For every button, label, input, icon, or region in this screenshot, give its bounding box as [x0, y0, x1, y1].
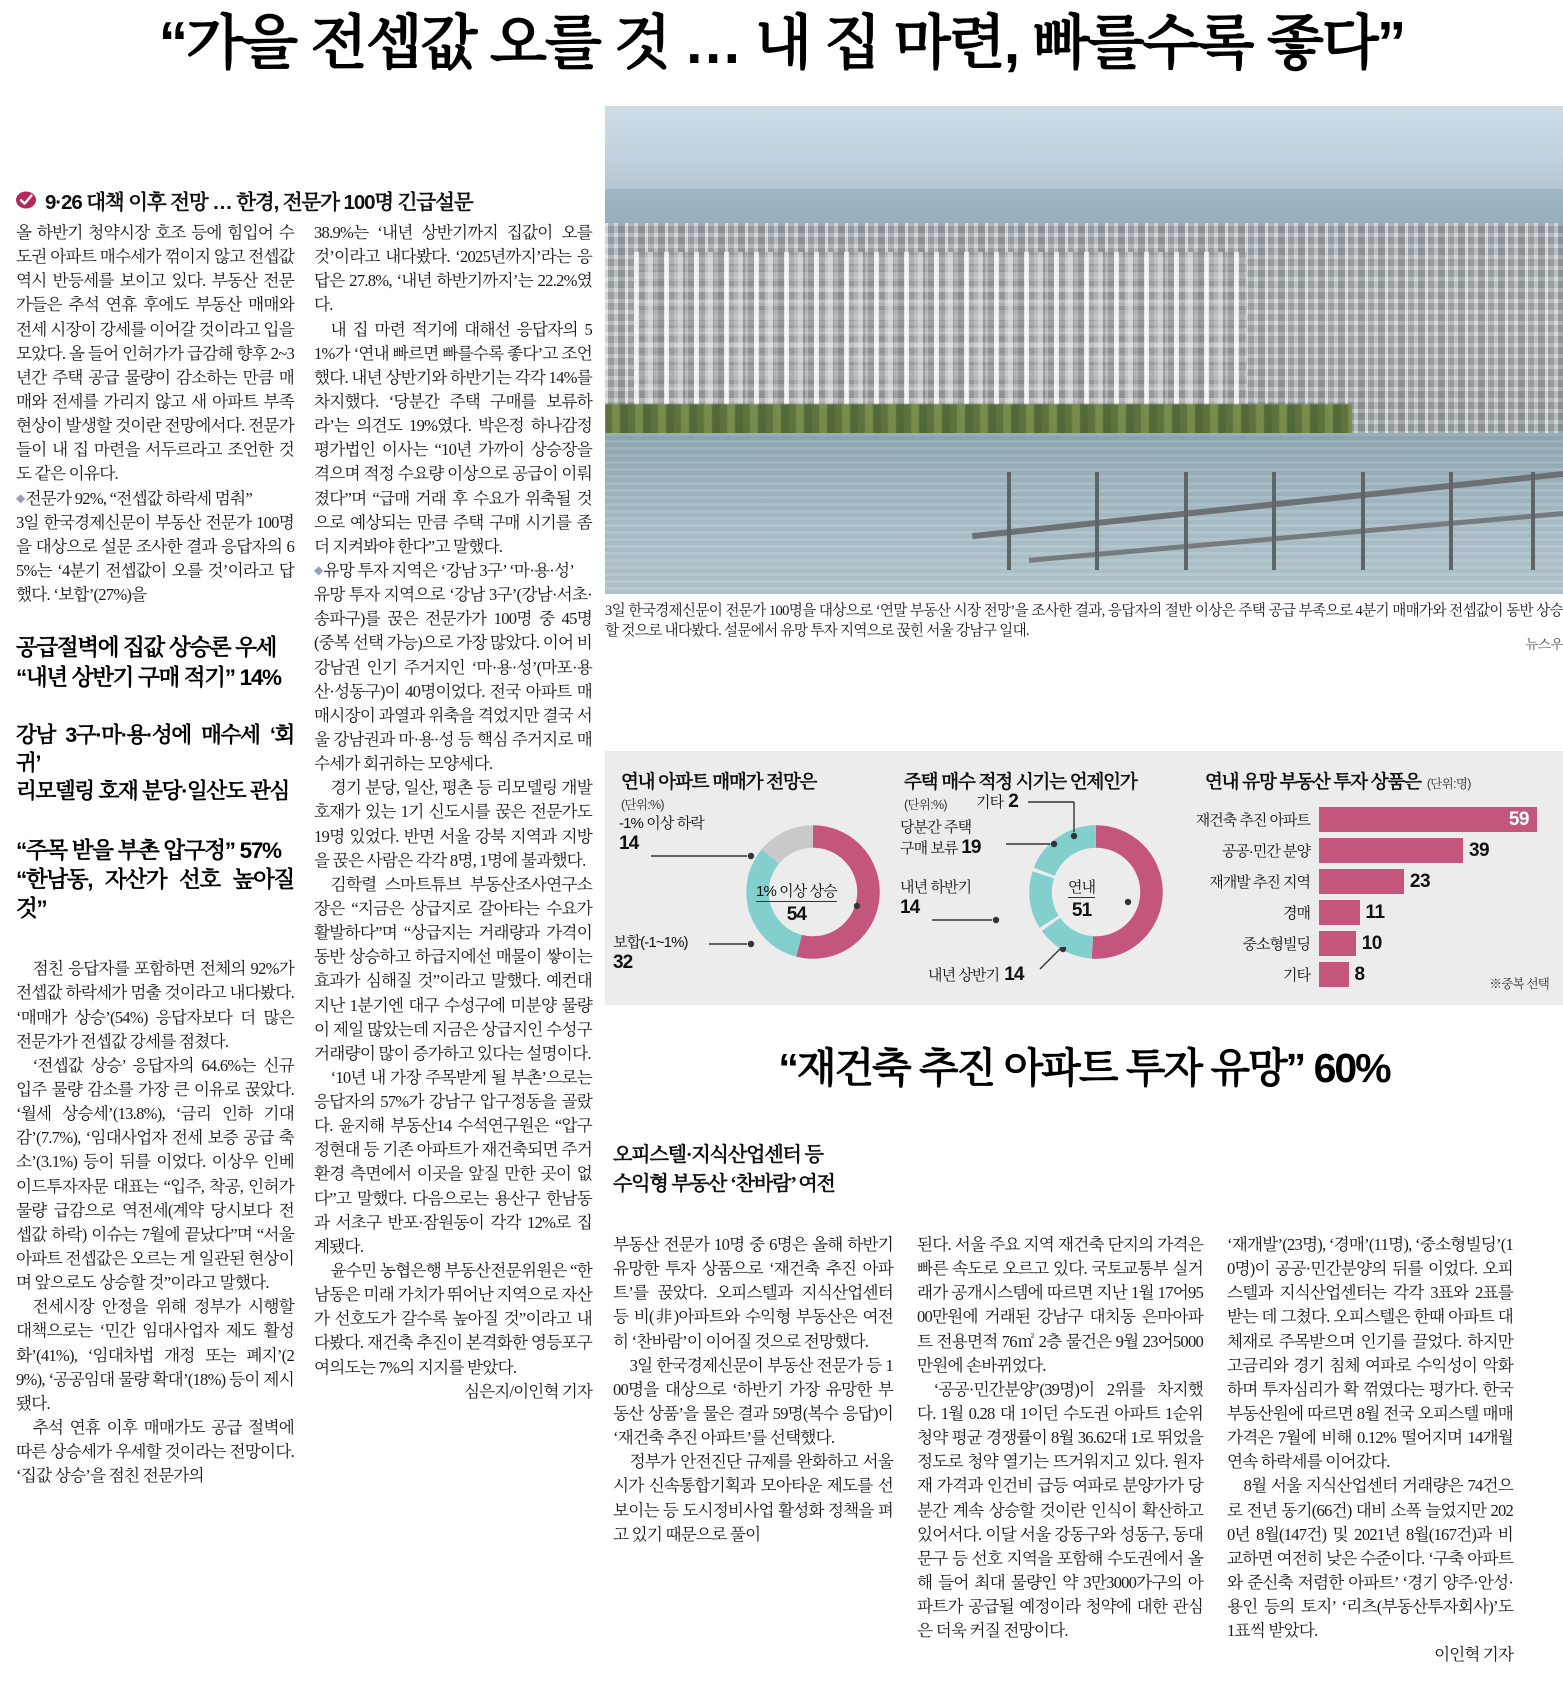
bar-fill	[1319, 838, 1463, 863]
chart-apartment-price-outlook	[605, 751, 888, 1005]
chart-1-label-decline	[619, 815, 704, 855]
paragraph-bullet	[314, 559, 592, 583]
chart-2-title: 주택 매수 적정 시기는 언제인가	[904, 771, 1137, 792]
bar-label: 중소형빌딩	[1242, 936, 1310, 953]
bar-row	[1171, 838, 1537, 863]
bullet-label: 전문가 92%, “전셉값 하락세 멈춰”	[25, 488, 252, 508]
paragraph: 점친 응답자를 포함하면 전체의 92%가 전셉값 하락세가 멈출 것이라고 내다봤다. ‘매매가 상승’(54%) 응답자보다 더 많은 전문가가 전셉값 강세를 점쳤다.	[16, 959, 294, 1051]
chart-2-label-other	[976, 791, 1018, 813]
paragraph: 경기 분당, 일산, 평촌 등 리모델링 개발 호재가 있는 1기 신도시를 꾽은 전문가도 19명 있었다. 반면 서울 강북 지역과 지방을 꾽은 사람은 각각 8명, 1명에 불과했다.	[314, 778, 592, 870]
bar-value: 8	[1354, 963, 1365, 985]
secondary-page-title: “재건축 추진 아파트 투자 유망” 60%	[778, 1045, 1390, 1091]
page-title: “가을 전셉값 오를 것 … 내 집 마련, 빠를수록 좋다”	[158, 10, 1405, 76]
bar-row	[1171, 931, 1537, 956]
bar-row	[1171, 869, 1537, 894]
chart-2-label-hold-value: 19	[961, 836, 981, 858]
chart-1-label-flat-text: 보합(-1~1%)	[613, 934, 688, 951]
chart-3-bars	[1171, 807, 1563, 993]
chart-1-label-flat	[613, 934, 688, 974]
lower-deck-line-2: 수익형 부동산 ‘찬바람’ 여전	[613, 1173, 835, 1195]
chart-3-note: ※중복 선택	[1489, 977, 1549, 991]
chart-1-unit: (단위:%)	[621, 798, 664, 812]
paragraph-bullet	[16, 487, 294, 511]
paragraph: 추석 연휴 이후 매매가도 공급 절벽에 따른 상승세가 우세할 것이라는 전망이다. ‘집값 상승’을 점친 전문가의	[16, 1417, 294, 1486]
chart-purchase-timing	[888, 751, 1171, 1005]
chart-2-leader-next-h1	[1038, 947, 1070, 973]
bar-label: 공공·민간 분양	[1221, 843, 1310, 860]
paragraph: ‘전셉값 상승’ 응답자의 64.6%는 신규 입주 물량 감소를 가장 큰 이유로 꾽았다. ‘월세 상승세’(13.8%), ‘금리 인하 기대감’(7.7%), ‘임대사업자 전세 보증 공급 축소’(3.1%) 등이 뒤를 이었다. 이상우 인베이드투자자문 대표는 “입주, 착공, 인허가 물량 급감으로 역전세(계약 당시보다 전셉값 하락) 이슈는 7월에 끝났다”며 “서울 아파트 전셉값은 오르는 게 일관된 현상이며 앞으로도 상승할 것”이라고 말했다.	[16, 1055, 294, 1293]
bar-fill	[1319, 807, 1537, 832]
chart-2-label-hold-text-2: 구매 보류	[900, 839, 958, 857]
byline: 이인혁 기자	[1434, 1645, 1513, 1665]
subhead-3	[16, 836, 294, 924]
diamond-bullet-icon: ◆	[314, 562, 323, 577]
chart-2-label-next-h2-value: 14	[900, 896, 920, 918]
paragraph: 내 집 마련 적기에 대해선 응답자의 51%가 ‘연내 빠르면 빠를수록 좋다’고 조언했다. 내년 상반기와 하반기는 각각 14%를 차지했다. ‘당분간 주택 구매를 보류하라’는 의견도 19%였다. 박은정 하나감정평가법인 이사는 “10년 가까이 상승장을 격으며 적정 수요량 이상으로 공급이 이뤄졌다”며 “급매 거래 후 수요가 위축될 것으로 예상되는 만큼 주택 구매 시기를 좀 더 지켜봐야 한다”고 말했다.	[314, 319, 592, 556]
paragraph: 올 하반기 청약시장 호조 등에 힘입어 수도권 아파트 매수세가 꺾이지 않고 전셉값 역시 반등세를 보이고 있다. 부동산 전문가들은 추석 연휴 후에도 부동산 매매와 전세 시장이 강세를 이어갈 것이라고 입을 모았다. 올 들어 인허가가 급감해 향후 2~3년간 주택 공급 물량이 감소하는 만큼 매매와 전세를 가리지 않고 새 아파트 부족 현상이 발생할 것이란 전망에서다. 전문가들이 내 집 마련을 서두르라고 조언한 것도 같은 이유다.	[16, 223, 294, 484]
bar-track	[1319, 807, 1537, 832]
bar-label: 기타	[1283, 967, 1310, 984]
paragraph: 김학렬 스마트튜브 부동산조사연구소장은 “지금은 상급지로 갈아타는 수요가 활발하다”며 “상급지는 거래량과 가격이 동반 상승하고 하급지에선 매물이 쌓이는 효과가 심해질 것”이라고 말했다. 예컨대 지난 1분기엔 대구 수성구에 미분양 물량이 제일 많았는데 지금은 상급지인 수성구 거래량이 많이 증가하고 있다는 설명이다.	[314, 874, 592, 1063]
photo-bridge-piers	[931, 472, 1563, 570]
chart-2-label-hold	[900, 819, 981, 859]
chart-2-label-next-h1-value: 14	[1004, 964, 1024, 985]
bar-track	[1319, 869, 1537, 894]
bar-row	[1171, 807, 1537, 832]
byline: 심은지/이인혁 기자	[464, 1381, 592, 1401]
lower-article-columns	[613, 1233, 1563, 1668]
chart-2-label-other-text: 기타	[976, 794, 1004, 811]
bar-value: 10	[1361, 932, 1382, 954]
chart-1-label-decline-text: -1% 이상 하락	[619, 815, 704, 832]
subhead-2-line-2: 리모델링 호재 분당·일산도 관심	[16, 778, 289, 803]
bar-fill	[1319, 869, 1404, 894]
chart-2-unit: (단위:%)	[904, 798, 947, 812]
chart-2-label-next-h2	[900, 879, 971, 919]
chart-2-label-next-h1	[928, 964, 1024, 986]
kicker-label: 9·26 대책 이후 전망 … 한경, 전문가 100명 긴급설문	[45, 191, 473, 214]
chart-2-label-next-h1-text: 내년 상반기	[928, 967, 1000, 984]
paragraph: 전세시장 안정을 위해 정부가 시행할 대책으로는 ‘민간 임대사업자 제도 활성화’(41%), ‘임대차법 개정 또는 폐지’(29%), ‘공공임대 물량 확대’(18%) 등이 제시됐다.	[16, 1297, 294, 1413]
photo-image	[605, 106, 1563, 594]
hero-photo	[605, 106, 1563, 594]
top-article-column-1	[16, 221, 294, 1488]
kicker	[16, 185, 473, 215]
chart-2-leader-other	[1028, 798, 1096, 842]
chart-1-label-rise	[756, 883, 837, 926]
photo-caption: 3일 한국경제신문이 전문가 100명을 대상으로 ‘연말 부동산 시장 전망’을 조사한 결과, 응답자의 절반 이상은 주택 공급 부족으로 4분기 매매가와 전셉값이 동반 상승할 것으로 내다봤다. 설문에서 유망 투자 지역으로 꾽힌 서울 강남구 일대.	[605, 603, 1563, 640]
paragraph: 된다. 서울 주요 지역 재건축 단지의 가격은 빠른 속도로 오르고 있다. 국토교통부 실거래가 공개시스템에 따르면 지난 1월 17어9500만원에 거래된 강남구 대치동 은마아파트 전용면적 76㎡ 2층 물건은 9월 23어5000만원에 손바뀌었다.	[917, 1235, 1203, 1375]
bar-fill	[1319, 900, 1360, 925]
chart-1-leader-rise	[852, 901, 864, 911]
paragraph: 8월 서울 지식산업센터 거래량은 74건으로 전년 동기(66건) 대비 소폭 늘었지만 2020년 8월(147건) 및 2021년 8월(167건)과 비교하면 여전히 낮은 수준이다. ‘구축 아파트와 준신축 저렴한 아파트’ ‘경기 양주·안성·용인 등의 토지’ ‘리츠(부동산투자회사)’도 1표씩 받았다.	[1227, 1476, 1513, 1641]
paragraph: ‘공공·민간분양’(39명)이 2위를 차지했다. 1월 0.28 대 1이던 수도권 아파트 1순위 청약 평균 경쟁률이 8월 36.62대 1로 뛰었을 정도로 청약 열기는 뜨거워지고 있다. 원자재 가격과 인건비 급등 여파로 분양가가 당분간 계속 상승할 것이란 인식이 확산하고 있어서다. 이달 서울 강동구와 성동구, 동대문구 등 선호 지역을 포함해 수도권에서 올해 들어 최대 물량인 약 3만3000가구의 아파트가 공급될 예정이라 청약에 대한 관심은 더욱 커질 전망이다.	[917, 1379, 1203, 1641]
top-article-columns	[16, 221, 592, 1488]
chart-1-title: 연내 아파트 매매가 전망은	[621, 771, 817, 792]
paragraph: 정부가 안전진단 규제를 완화하고 서울시가 신속통합기획과 모아타운 제도를 선보이는 등 도시정비사업 활성화 정책을 펴고 있기 때문으로 풀이	[613, 1452, 893, 1544]
bar-label: 재개발 추진 지역	[1209, 874, 1310, 891]
bar-label: 경매	[1283, 905, 1310, 922]
bar-track	[1319, 838, 1537, 863]
chart-promising-products	[1171, 751, 1563, 1005]
chart-2-leader-next-h2	[932, 916, 1004, 924]
chart-3-title-text: 연내 유망 부동산 투자 상품은	[1205, 771, 1421, 792]
subhead-3-line-1: “주목 받을 부촌 압구정” 57%	[16, 837, 281, 863]
bar-value: 11	[1365, 901, 1385, 923]
bar-track	[1319, 900, 1537, 925]
bar-label: 재건축 추진 아파트	[1195, 812, 1310, 829]
chart-2-label-this-year-value: 51	[1068, 897, 1095, 922]
bullet-label: 유망 투자 지역은 ‘강남 3구’ ‘마·용·성’	[323, 560, 575, 580]
bar-track	[1319, 931, 1537, 956]
bar-row	[1171, 962, 1537, 987]
subhead-1	[16, 633, 294, 692]
bar-value: 39	[1468, 839, 1490, 861]
paragraph: ‘10년 내 가장 주목받게 될 부촌’으로는 응답자의 57%가 강남구 압구정동을 골랐다. 윤지해 부동산14 수석연구원은 “압구정현대 등 기존 아파트가 재건축되면 주거 환경 측면에서 이곳을 앞질 만한 곳이 없다”고 말했다. 다음으로는 용산구 한남동과 서초구 반포·잠원동이 각각 12%로 집계됐다.	[314, 1067, 592, 1256]
chart-1-label-flat-value: 32	[613, 951, 633, 973]
subhead-1-line-1: 공급절벽에 집값 상승론 우세	[16, 635, 277, 661]
lower-article-deck	[613, 1141, 893, 1199]
bar-value: 23	[1409, 870, 1431, 892]
paragraph: 3일 한국경제신문이 부동산 전문가 100명을 대상으로 설문 조사한 결과 응답자의 65%는 ‘4분기 전셉값이 오를 것’이라고 답했다. ‘보합’(27%)을	[16, 512, 294, 605]
subhead-1-line-2: “내년 상반기 구매 적기” 14%	[16, 664, 281, 690]
chart-2-label-hold-text-1: 당분간 주택	[900, 819, 972, 836]
bar-row	[1171, 900, 1537, 925]
chart-3-title	[1205, 768, 1471, 794]
chart-2-leader-this-year	[1123, 897, 1135, 907]
chart-1-label-rise-value: 54	[756, 901, 837, 926]
subhead-3-line-2: “한남동, 자산가 선호 높아질 것”	[16, 866, 294, 922]
lower-article-column-3	[1227, 1233, 1513, 1668]
bar-value: 59	[1508, 808, 1529, 830]
chart-2-label-other-value: 2	[1008, 791, 1018, 812]
paragraph: 3일 한국경제신문이 부동산 전문가 등 100명을 대상으로 ‘하반기 가장 유망한 부동산 상품’을 물은 결과 59명(복수 응답)이 ‘재건축 추진 아파트’를 선택했다.	[613, 1355, 893, 1448]
chart-2-leader-hold	[1006, 840, 1062, 848]
check-icon	[16, 190, 36, 210]
paragraph: 38.9%는 ‘내년 상반기까지 집값이 오를 것’이라고 내다봤다. ‘2025년까지’라는 응답은 27.8%, ‘내년 하반기까지’는 22.2%였다.	[314, 223, 592, 315]
bar-fill	[1319, 962, 1349, 987]
chart-2-label-hold-row	[900, 837, 981, 859]
chart-2-label-this-year-text: 연내	[1068, 879, 1096, 896]
photo-credit: 뉴스우	[1525, 637, 1563, 652]
chart-1-leader-decline	[651, 852, 757, 860]
lower-deck-line-1: 오피스텔·지식산업센터 등	[613, 1144, 823, 1166]
chart-1-leader-flat	[709, 940, 757, 948]
chart-2-label-next-h2-text: 내년 하반기	[900, 879, 972, 896]
lower-article-column-2	[917, 1233, 1203, 1668]
infographic-panel	[605, 751, 1563, 1005]
bar-fill	[1319, 931, 1356, 956]
paragraph: ‘재개발’(23명), ‘경매’(11명), ‘중소형빌딩’(10명)이 공공·민간분양의 뒤를 이었다. 오피스텔과 지식산업센터는 각각 3표와 2표를 받는 데 그쳤다. 오피스텔은 한때 아파트 대체재로 주목받으며 인기를 끌었다. 하지만 고금리와 경기 침체 여파로 수익성이 악화하며 투자심리가 확 꺾였다는 평가다. 한국부동산원에 따르면 8월 전국 오피스텔 매매가격은 7월에 비해 0.12% 떨어지며 14개월 연속 하락세를 이어갔다.	[1227, 1235, 1513, 1472]
paragraph: 유망 투자 지역으로 ‘강남 3구’(강남·서초·송파구)를 꾽은 전문가가 100명 중 45명(중복 선택 가능)으로 가장 많았다. 이어 비강남권 인기 주거지인 ‘마·용·성’(마포·용산·성동구)이 40명이었다. 전국 아파트 매매시장이 과열과 위축을 격었지만 결국 서울 강남권과 마·용·성 등 핵심 주거지로 매수세가 회귀하는 모양세다.	[314, 585, 592, 774]
top-article-column-2	[314, 221, 592, 1488]
chart-2-label-this-year	[1068, 879, 1095, 922]
lower-article-column-1	[613, 1233, 893, 1668]
subhead-2-line-1: 강남 3구·마·용·성에 매수세 ‘회귀’	[16, 722, 294, 775]
chart-1-label-decline-value: 14	[619, 832, 639, 854]
paragraph: 부동산 전문가 10명 중 6명은 올해 하반기 유망한 투자 상품으로 ‘재건축 추진 아파트’를 꾽았다. 오피스텔과 지식산업센터 등 비(非)아파트와 수익형 부동산은 여전히 ‘찬바람’이 이어질 것으로 전망했다.	[613, 1235, 893, 1351]
chart-3-unit: (단위:명)	[1426, 777, 1471, 791]
subhead-2	[16, 722, 294, 806]
photo-apartment-blocks	[634, 252, 1247, 418]
paragraph: 윤수민 농협은행 부동산전문위원은 “한남동은 미래 가치가 뛰어난 지역으로 자산가 선호도가 갈수록 높아질 것”이라고 내다봤다. 재건축 추진이 본격화한 영등포구 여의도는 7%의 지지를 받았다.	[314, 1261, 592, 1377]
diamond-bullet-icon: ◆	[16, 490, 25, 505]
chart-1-label-rise-text: 1% 이상 상승	[756, 883, 837, 900]
